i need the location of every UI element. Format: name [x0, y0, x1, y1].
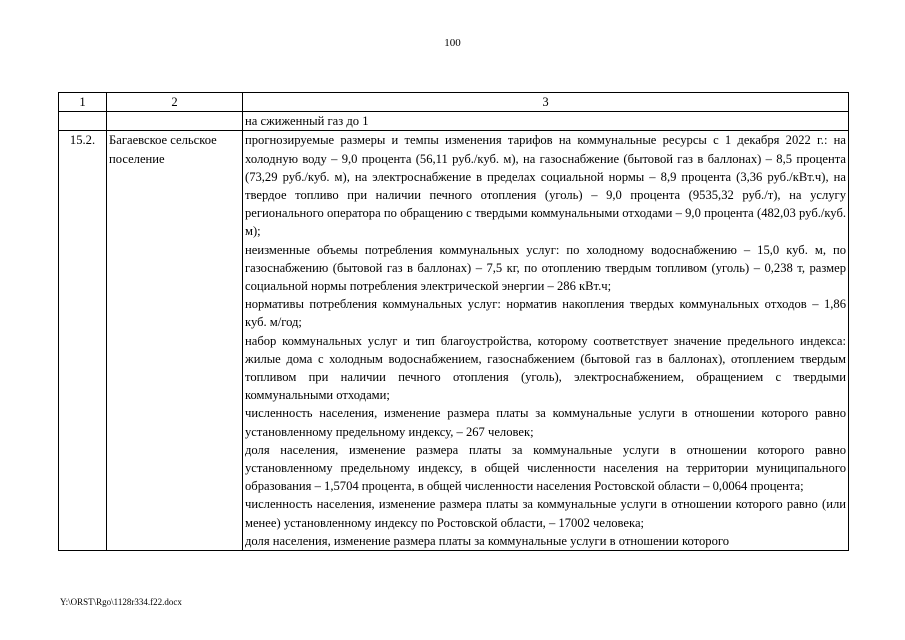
- continuation-text: на сжиженный газ до 1: [243, 112, 849, 131]
- cell-empty: [107, 112, 243, 131]
- header-col-1: 1: [59, 93, 107, 112]
- paragraph-population-count: численность населения, изменение размера платы за коммунальные услуги в отношении которого равно установленному предельному индексу, – 267 человек;: [245, 406, 846, 439]
- header-col-3: 3: [243, 93, 849, 112]
- row-description: [243, 131, 849, 551]
- paragraph-services-set: набор коммунальных услуг и тип благоустройства, которому соответствует значение предельного индекса: жилые дома с холодным водоснабжением, газоснабжением (бытовой газ в баллонах), отоплением твердым топливом при наличии печного отопления (уголь), электроснабжением, обращением с твердыми коммунальными отходами;: [245, 333, 846, 403]
- paragraph-population-count-regional: численность населения, изменение размера платы за коммунальные услуги в отношении которого равно (или менее) установленному индексу по Ростовской области, – 17002 человека;: [245, 497, 846, 530]
- table-row: [59, 131, 849, 551]
- paragraph-population-share-regional: доля населения, изменение размера платы за коммунальные услуги в отношении которого: [245, 533, 730, 548]
- table-row-continuation: [59, 112, 849, 131]
- paragraph-tariffs: прогнозируемые размеры и темпы изменения тарифов на коммунальные ресурсы с 1 декабря 2022 г.: на холодную воду – 9,0 процента (56,11 руб./куб. м), на газоснабжение (бытовой газ в баллонах) – 8,5 процента (73,29 руб./куб. м), на электроснабжение в пределах социальной нормы – 8,9 процента (3,36 руб./кВт.ч), на твердое топливо при наличии печного отопления (уголь) – 9,0 процента (9535,32 руб./т), на услугу регионального оператора по обращению с твердыми коммунальными отходами – 9,0 процента (482,03 руб./куб. м);: [245, 133, 846, 239]
- cell-empty: [59, 112, 107, 131]
- paragraph-norms: нормативы потребления коммунальных услуг: норматив накопления твердых коммунальных отходов – 1,86 куб. м/год;: [245, 297, 846, 330]
- header-col-2: 2: [107, 93, 243, 112]
- settlement-name: Багаевское сельское поселение: [107, 131, 243, 551]
- footer-file-path: Y:\ORST\Rgo\1128r334.f22.docx: [60, 597, 182, 607]
- paragraph-volumes: неизменные объемы потребления коммунальных услуг: по холодному водоснабжению – 15,0 куб. м, по газоснабжению (бытовой газ в баллонах) – 7,5 кг, по отоплению твердым топливом (уголь) – 0,238 т, размер социальной нормы потребления электрической энергии – 286 кВт.ч;: [245, 242, 846, 294]
- paragraph-population-share: доля населения, изменение размера платы за коммунальные услуги в отношении которого равно установленному предельному индексу, в общей численности населения на территории муниципального образования – 1,5704 процента, в общей численности населения Ростовской области – 0,0064 процента;: [245, 442, 846, 494]
- page-number: 100: [444, 37, 461, 49]
- tariff-table: [58, 92, 849, 551]
- table-header-row: [59, 93, 849, 112]
- row-number: 15.2.: [59, 131, 107, 551]
